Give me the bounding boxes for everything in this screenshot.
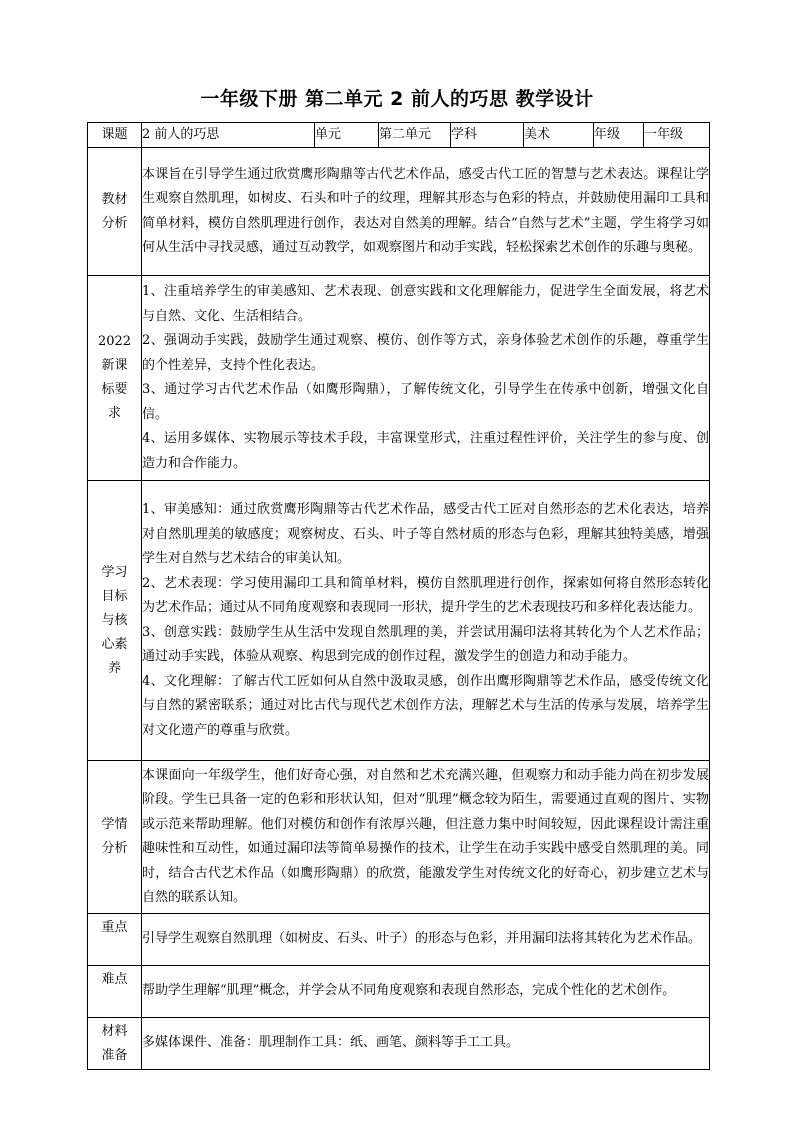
learner-analysis-content: 本课面向一年级学生，他们好奇心强，对自然和艺术充满兴趣，但观察力和动手能力尚在初步发展阶段。学生已具备一定的色彩和形状认知，但对“肌理”概念较为陌生，需要通过直观的图片、实物或示范来帮助理解。他们对模仿和创作有浓厚兴趣，但注意力集中时间较短，因此课程设计需注重趣味性和互动性，如通过漏印法等简单易操作的技术，让学生在动手实践中感受自然肌理的美。同时，结合古代艺术作品（如鹰形陶鼎）的欣赏，能激发学生对传统文化的好奇心，初步建立艺术与自然的联系认知。 — [142, 761, 710, 914]
document-title: 一年级下册 第二单元 2 前人的巧思 教学设计 — [200, 88, 594, 110]
row-difficulty — [88, 966, 710, 1018]
row-learning-goals — [88, 481, 710, 761]
material-analysis-label: 教材 分析 — [88, 148, 142, 276]
materials-label: 材料 准备 — [88, 1018, 142, 1070]
materials-content: 多媒体课件、准备：肌理制作工具：纸、画笔、颜料等手工工具。 — [142, 1018, 710, 1070]
grade-value: 一年级 — [644, 123, 710, 148]
learning-goals-content: 1、审美感知：通过欣赏鹰形陶鼎等古代艺术作品，感受古代工匠对自然形态的艺术化表达，培养对自然肌理美的敏感度；观察树皮、石头、叶子等自然材质的形态与色彩，理解其独特美感，增强学生对自然与艺术结合的审美认知。 2、艺术表现：学习使用漏印工具和简单材料，模仿自然肌理进行创作，探索如何将自然形态转化为艺术作品；通过从不同角度观察和表现同一形状，提升学生的艺术表现技巧和多样化表达能力。 3、创意实践：鼓励学生从生活中发现自然肌理的美，并尝试用漏印法将其转化为个人艺术作品；通过动手实践，体验从观察、构思到完成的创作过程，激发学生的创造力和动手能力。 4、文化理解：了解古代工匠如何从自然中汲取灵感，创作出鹰形陶鼎等艺术作品，感受传统文化与自然的紧密联系；通过对比古代与现代艺术创作方法，理解艺术与生活的传承与发展，培养学生对文化遗产的尊重与欣赏。 — [142, 481, 710, 761]
key-point-content: 引导学生观察自然肌理（如树皮、石头、叶子）的形态与色彩，并用漏印法将其转化为艺术作品。 — [142, 914, 710, 966]
row-materials — [88, 1018, 710, 1070]
course-value: 2 前人的巧思 — [142, 123, 315, 148]
key-point-label: 重点 — [88, 914, 142, 966]
lesson-plan-table — [87, 122, 710, 1070]
row-learner-analysis — [88, 761, 710, 914]
course-label: 课题 — [88, 123, 142, 148]
difficulty-content: 帮助学生理解“肌理”概念，并学会从不同角度观察和表现自然形态，完成个性化的艺术创作。 — [142, 966, 710, 1018]
row-curriculum-standard — [88, 276, 710, 481]
unit-label: 单元 — [315, 123, 379, 148]
subject-value: 美术 — [524, 123, 594, 148]
material-analysis-content: 本课旨在引导学生通过欣赏鹰形陶鼎等古代艺术作品，感受古代工匠的智慧与艺术表达。课程让学生观察自然肌理，如树皮、石头和叶子的纹理，理解其形态与色彩的特点，并鼓励使用漏印工具和简单材料，模仿自然肌理进行创作，表达对自然美的理解。结合“自然与艺术”主题，学生将学习如何从生活中寻找灵感，通过互动教学，如观察图片和动手实践，轻松探索艺术创作的乐趣与奥秘。 — [142, 148, 710, 276]
grade-label: 年级 — [594, 123, 644, 148]
learning-goals-label: 学习 目标 与核 心素 养 — [88, 481, 142, 761]
header-row — [88, 123, 710, 148]
learner-analysis-label: 学情 分析 — [88, 761, 142, 914]
curriculum-standard-label: 2022 新课 标要 求 — [88, 276, 142, 481]
difficulty-label: 难点 — [88, 966, 142, 1018]
subject-label: 学科 — [451, 123, 524, 148]
row-material-analysis — [88, 148, 710, 276]
curriculum-standard-content: 1、注重培养学生的审美感知、艺术表现、创意实践和文化理解能力，促进学生全面发展，将艺术与自然、文化、生活相结合。 2、强调动手实践，鼓励学生通过观察、模仿、创作等方式，亲身体验艺术创作的乐趣，尊重学生的个性差异，支持个性化表达。 3、通过学习古代艺术作品（如鹰形陶鼎），了解传统文化，引导学生在传承中创新，增强文化自信。 4、运用多媒体、实物展示等技术手段，丰富课堂形式，注重过程性评价，关注学生的参与度、创造力和合作能力。 — [142, 276, 710, 481]
unit-value: 第二单元 — [379, 123, 451, 148]
row-key-point — [88, 914, 710, 966]
